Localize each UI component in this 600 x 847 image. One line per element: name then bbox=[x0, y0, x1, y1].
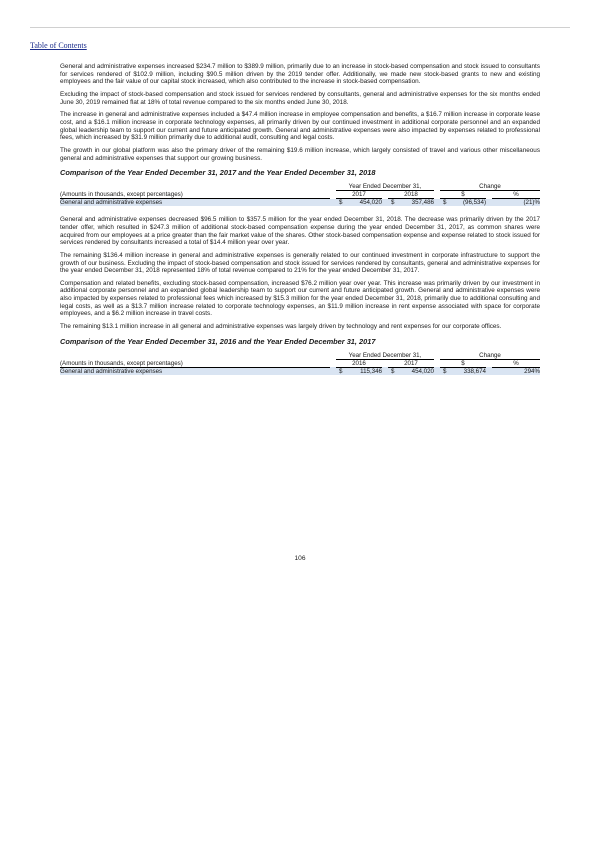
table-column-header-row bbox=[60, 359, 540, 367]
change-header: Change bbox=[440, 183, 540, 191]
row-label: General and administrative expenses bbox=[60, 199, 330, 207]
value-2017: 454,020 bbox=[344, 199, 382, 207]
currency-symbol: $ bbox=[440, 199, 448, 207]
section1-paragraph-3: Compensation and related benefits, excluding stock-based compensation, increased $76.2 million year over year. This increase was primarily driven by our investment in additional corporate personnel and an expanded global leadership team to support our current and future anticipated growth. General and administrative expenses were also impacted by expenses related to professional fees which increased by $15.3 million for the year ended December 31, 2018, primarily due to additional consulting and legal costs, as well as a $13.7 million increase related to corporate technology expenses, an $11.9 million increase in rent expense associated with space for corporate employees, and a $6.2 million increase in travel costs. bbox=[60, 279, 540, 318]
column-header-change-percent: % bbox=[492, 359, 540, 367]
table-group-header-row bbox=[60, 183, 540, 191]
column-header-change-dollars: $ bbox=[440, 191, 486, 199]
column-header-2017: 2017 bbox=[388, 359, 434, 367]
table-row bbox=[60, 199, 540, 207]
intro-paragraph-1: General and administrative expenses increased $234.7 million to $389.9 million, primarily due to an increase in stock-based compensation and stock issued to consultants for services rendered of $102.9 million, including $90.5 million driven by the 2019 tender offer. Additionally, we made new stock-based grants to new and existing employees and the fair value of our capital stock increased, which also contributed to the increase in stock-based compensation. bbox=[60, 63, 540, 86]
year-ended-header: Year Ended December 31, bbox=[336, 352, 434, 360]
amounts-label-header: (Amounts in thousands, except percentages) bbox=[60, 191, 330, 199]
column-header-2018: 2018 bbox=[388, 191, 434, 199]
amounts-label-header: (Amounts in thousands, except percentages) bbox=[60, 359, 330, 367]
currency-symbol: $ bbox=[336, 367, 344, 375]
section1-paragraph-2: The remaining $136.4 million increase in general and administrative expenses is generally related to our continued investment in corporate infrastructure to support the growth of our business. Excluding the impact of stock-based compensation and stock issued for services rendered by consultants, general and administrative expenses for the year ended December 31, 2018 represented 18% of total revenue compared to 21% for the year ended December 31, 2017. bbox=[60, 251, 540, 275]
value-change-dollars: (96,534) bbox=[448, 199, 486, 207]
top-divider bbox=[30, 27, 570, 28]
value-change-dollars: 338,674 bbox=[448, 367, 486, 375]
value-change-percent: (21)% bbox=[492, 199, 540, 207]
currency-symbol: $ bbox=[336, 199, 344, 207]
column-header-change-percent: % bbox=[492, 191, 540, 199]
value-2017: 454,020 bbox=[396, 367, 434, 375]
table-of-contents-link[interactable]: Table of Contents bbox=[30, 41, 87, 50]
section-heading-2017-2018: Comparison of the Year Ended December 31, 2017 and the Year Ended December 31, 2018 bbox=[60, 168, 376, 178]
ga-expenses-table-2017-2018 bbox=[60, 183, 540, 206]
page-number: 106 bbox=[294, 555, 306, 562]
currency-symbol: $ bbox=[440, 367, 448, 375]
row-label: General and administrative expenses bbox=[60, 367, 330, 375]
value-2016: 115,346 bbox=[344, 367, 382, 375]
year-ended-header: Year Ended December 31, bbox=[336, 183, 434, 191]
value-change-percent: 294% bbox=[492, 367, 540, 375]
column-header-change-dollars: $ bbox=[440, 359, 486, 367]
section-heading-2016-2017: Comparison of the Year Ended December 31, 2016 and the Year Ended December 31, 2017 bbox=[60, 336, 376, 346]
table-group-header-row bbox=[60, 352, 540, 360]
section1-paragraph-4: The remaining $13.1 million increase in all general and administrative expenses was largely driven by technology and rent expenses for our corporate offices. bbox=[60, 323, 502, 331]
value-2018: 357,486 bbox=[396, 199, 434, 207]
currency-symbol: $ bbox=[388, 199, 396, 207]
ga-expenses-table-2016-2017 bbox=[60, 352, 540, 375]
section1-paragraph-1: General and administrative expenses decreased $96.5 million to $357.5 million for the year ended December 31, 2018. The decrease was primarily driven by the 2017 tender offer, which resulted in $247.3 million of additional stock-based compensation expense during the year ended December 31, 2017, as common shares were acquired from our employees at a price greater than the fair market value of the shares. Other stock-based compensation expense and expense related to stock issued for services rendered by consultants increased a total of $14.4 million year over year. bbox=[60, 216, 540, 247]
intro-paragraph-2: Excluding the impact of stock-based compensation and stock issued for services rendered by consultants, general and administrative expenses for the six months ended June 30, 2019 remained flat at 18% of total revenue compared to the six months ended June 30, 2018. bbox=[60, 90, 540, 106]
column-header-2016: 2016 bbox=[336, 359, 382, 367]
table-row bbox=[60, 367, 540, 375]
column-header-2017: 2017 bbox=[336, 191, 382, 199]
change-header: Change bbox=[440, 352, 540, 360]
intro-paragraph-3: The increase in general and administrative expenses included a $47.4 million increase in employee compensation and benefits, a $16.7 million increase in corporate lease cost, and a $16.1 million increase in corporate technology expenses, all primarily driven by our continued investment in additional corporate personnel and an expanded global leadership team to support our current and future anticipated growth. General and administrative expenses were also impacted by expenses related to professional fees, which increased by $31.9 million primarily due to additional audit, consulting and legal costs. bbox=[60, 111, 540, 142]
intro-paragraph-4: The growth in our global platform was also the primary driver of the remaining $19.6 million increase, which largely consisted of travel and various other miscellaneous general and administrative expenses that support our growing business. bbox=[60, 146, 540, 162]
currency-symbol: $ bbox=[388, 367, 396, 375]
document-body bbox=[60, 63, 540, 385]
table-column-header-row bbox=[60, 191, 540, 199]
